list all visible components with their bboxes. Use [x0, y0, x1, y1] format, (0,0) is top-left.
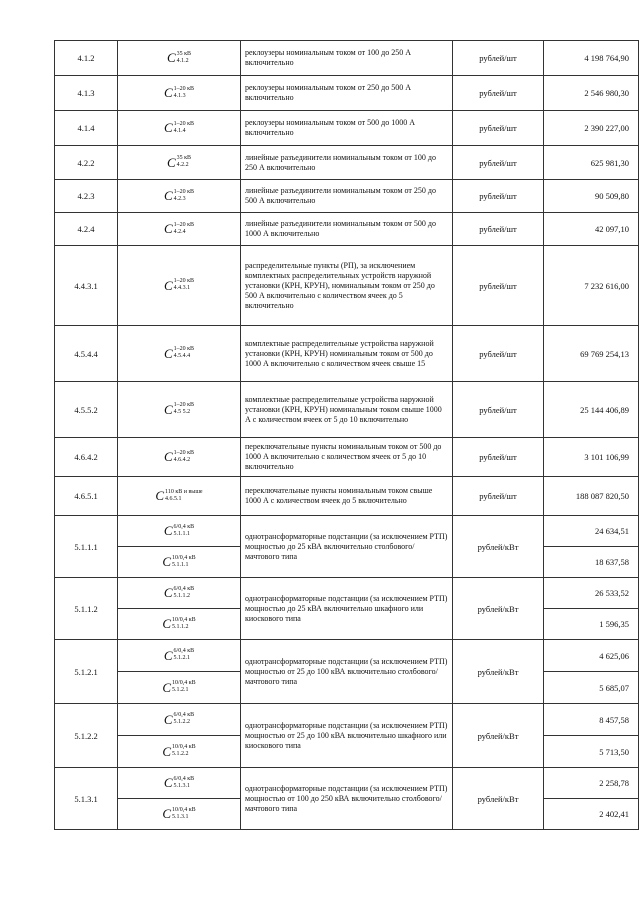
rate-symbol-letter: C — [163, 277, 173, 293]
rate-symbol-scripts — [174, 402, 194, 416]
rate-symbol-scripts — [172, 617, 196, 631]
table-row — [55, 180, 639, 213]
rate-symbol — [164, 189, 194, 203]
item-unit: рублей/кВт — [453, 768, 544, 830]
rate-symbol-scripts — [174, 189, 194, 203]
item-unit: рублей/шт — [453, 146, 544, 180]
rate-symbol-cell — [118, 146, 241, 180]
rate-symbol — [164, 524, 194, 538]
rate-symbol — [164, 776, 194, 790]
rate-symbol-cell — [118, 704, 241, 736]
item-value: 5 685,07 — [544, 672, 639, 704]
rate-symbol-index: 4.4.3.1 — [173, 285, 191, 291]
item-code: 4.2.2 — [55, 146, 118, 180]
item-value: 4 198 764,90 — [544, 41, 639, 76]
rate-symbol-letter: C — [163, 188, 173, 203]
item-description: комплектные распределительные устройства наружной установки (КРН, КРУН) номинальным током от 500 до 1000 А включительно с количеством ячеек свыше 15 — [241, 326, 453, 382]
item-code: 5.1.1.2 — [55, 578, 118, 640]
item-value: 25 144 406,89 — [544, 382, 639, 438]
item-value: 24 634,51 — [544, 516, 639, 547]
rate-symbol-scripts — [174, 278, 194, 292]
table-row — [55, 41, 639, 76]
item-value: 18 637,58 — [544, 547, 639, 578]
item-value: 2 390 227,00 — [544, 111, 639, 146]
rate-symbol-letter: C — [163, 120, 173, 135]
rate-symbol-index: 5.1.1.2 — [172, 623, 189, 630]
rate-symbol-voltage: 1–20 кВ — [173, 278, 195, 284]
item-value: 2 402,41 — [544, 799, 639, 830]
rate-symbol — [164, 712, 194, 726]
item-unit: рублей/шт — [453, 213, 544, 246]
rate-symbol-cell — [118, 382, 241, 438]
rate-symbol-letter: C — [162, 616, 172, 631]
rate-symbol-scripts — [174, 524, 195, 538]
rate-symbol-scripts — [174, 86, 194, 100]
rate-symbol — [162, 617, 195, 631]
rate-symbol-letter: C — [163, 647, 173, 663]
item-value: 7 232 616,00 — [544, 246, 639, 326]
item-description: реклоузеры номинальным током от 500 до 1000 А включительно — [241, 111, 453, 146]
item-value: 69 769 254,13 — [544, 326, 639, 382]
table-row — [55, 246, 639, 326]
rate-symbol-voltage: 10/0,4 кВ — [172, 680, 196, 686]
rate-symbol-index: 5.1.1.1 — [173, 530, 191, 537]
item-value: 188 087 820,50 — [544, 477, 639, 516]
item-description: переключательные пункты номинальным током свыше 1000 А с количеством ячеек до 5 включительно — [241, 477, 453, 516]
rate-symbol-index: 4.5 5.2 — [173, 409, 191, 415]
rate-symbol-index: 4.1.4 — [173, 127, 186, 134]
rate-symbol-scripts — [174, 450, 194, 464]
table-row — [55, 382, 639, 438]
item-description: линейные разъединители номинальным током от 250 до 500 А включительно — [241, 180, 453, 213]
rate-symbol-cell — [118, 736, 241, 768]
rate-symbol — [167, 155, 191, 169]
rate-symbol-voltage: 1–20 кВ — [173, 85, 195, 92]
item-unit: рублей/кВт — [453, 640, 544, 704]
rate-symbol — [164, 402, 194, 416]
item-description: реклоузеры номинальным током от 100 до 250 А включительно — [241, 41, 453, 76]
item-value: 4 625,06 — [544, 640, 639, 672]
item-code: 4.2.4 — [55, 213, 118, 246]
rate-symbol-letter: C — [163, 449, 173, 464]
rate-symbol-scripts — [174, 586, 195, 600]
rate-symbol-cell — [118, 76, 241, 111]
item-unit: рублей/шт — [453, 477, 544, 516]
item-code: 4.4.3.1 — [55, 246, 118, 326]
rates-table-body — [55, 41, 639, 830]
rate-symbol-letter: C — [163, 401, 173, 417]
item-code: 5.1.2.2 — [55, 704, 118, 768]
rate-symbol-cell — [118, 547, 241, 578]
item-unit: рублей/шт — [453, 438, 544, 477]
rate-symbol — [162, 807, 195, 821]
table-row — [55, 516, 639, 547]
item-description: однотрансформаторные подстанции (за исключением РТП) мощностью от 25 до 100 кВА включительно столбового/мачтового типа — [241, 640, 453, 704]
table-row — [55, 111, 639, 146]
rate-symbol-voltage: 1–20 кВ — [173, 346, 195, 352]
item-value: 2 546 980,30 — [544, 76, 639, 111]
rate-symbol-letter: C — [162, 806, 172, 821]
rate-symbol-index: 4.2.3 — [173, 195, 186, 202]
table-row — [55, 477, 639, 516]
rate-symbol-voltage: 6/0,4 кВ — [173, 648, 195, 654]
rate-symbol-voltage: 6/0,4 кВ — [173, 712, 195, 718]
item-code: 4.5.5.2 — [55, 382, 118, 438]
rate-symbol-voltage: 1–20 кВ — [173, 120, 195, 127]
rate-symbol-scripts — [177, 155, 191, 169]
table-row — [55, 640, 639, 672]
item-code: 5.1.1.1 — [55, 516, 118, 578]
item-code: 4.1.3 — [55, 76, 118, 111]
item-description: распределительные пункты (РП), за исключением комплектных распределительных устройств наружной установки (КРН, КРУН), номинальным током от 250 до 500 А включительно с количеством ячеек до 5 включительно — [241, 246, 453, 326]
rate-symbol-letter: C — [155, 488, 165, 503]
rate-symbol-voltage: 1–20 кВ — [173, 188, 195, 195]
rate-symbol-index: 5.1.2.1 — [172, 687, 189, 693]
item-description: комплектные распределительные устройства наружной установки (КРН, КРУН) номинальным током свыше 1000 А с количеством ячеек от 5 до 10 включительно — [241, 382, 453, 438]
rate-symbol — [164, 586, 194, 600]
item-unit: рублей/шт — [453, 180, 544, 213]
rate-symbol-voltage: 6/0,4 кВ — [173, 585, 195, 592]
rate-symbol-voltage: 10/0,4 кВ — [172, 616, 196, 623]
item-description: переключательные пункты номинальным током от 500 до 1000 А включительно с количеством ячеек от 5 до 10 включительно — [241, 438, 453, 477]
item-code: 4.6.4.2 — [55, 438, 118, 477]
rate-symbol-cell — [118, 111, 241, 146]
item-value: 5 713,50 — [544, 736, 639, 768]
rate-symbol-voltage: 110 кВ и выше — [165, 488, 203, 495]
item-unit: рублей/шт — [453, 382, 544, 438]
rate-symbol-voltage: 1–20 кВ — [173, 449, 195, 456]
item-unit: рублей/шт — [453, 326, 544, 382]
rate-symbol-letter: C — [162, 554, 172, 569]
rate-symbol-scripts — [174, 222, 194, 236]
rate-symbol-voltage: 10/0,4 кВ — [172, 806, 196, 813]
item-code: 4.2.3 — [55, 180, 118, 213]
rate-symbol-letter: C — [163, 711, 173, 727]
table-row — [55, 146, 639, 180]
rate-symbol-cell — [118, 326, 241, 382]
rate-symbol-scripts — [174, 776, 195, 790]
item-description: линейные разъединители номинальным током от 500 до 1000 А включительно — [241, 213, 453, 246]
rate-symbol-cell — [118, 180, 241, 213]
table-row — [55, 213, 639, 246]
rate-symbol-index: 4.6.5.1 — [165, 495, 182, 502]
rate-symbol-index: 4.5.4.4 — [173, 353, 191, 359]
rate-symbol-cell — [118, 213, 241, 246]
rate-symbol-voltage: 1–20 кВ — [173, 402, 195, 408]
item-code: 4.1.4 — [55, 111, 118, 146]
rate-symbol-scripts — [174, 121, 194, 135]
rate-symbol-letter: C — [163, 775, 173, 790]
rate-symbol-index: 5.1.2.2 — [173, 719, 191, 725]
rate-symbol — [162, 680, 195, 694]
rate-symbol — [164, 121, 194, 135]
item-description: однотрансформаторные подстанции (за исключением РТП) мощностью от 25 до 100 кВА включительно шкафного или киоскового типа — [241, 704, 453, 768]
rate-symbol-cell — [118, 41, 241, 76]
item-value: 90 509,80 — [544, 180, 639, 213]
rate-symbol-voltage: 35 кВ — [176, 50, 192, 57]
rate-symbol-index: 5.1.1.2 — [173, 592, 191, 599]
item-unit: рублей/кВт — [453, 704, 544, 768]
item-value: 8 457,58 — [544, 704, 639, 736]
item-unit: рублей/кВт — [453, 578, 544, 640]
rate-symbol — [167, 51, 191, 65]
item-value: 625 981,30 — [544, 146, 639, 180]
rate-symbol-letter: C — [166, 50, 176, 65]
item-unit: рублей/шт — [453, 111, 544, 146]
rate-symbol-scripts — [174, 712, 195, 726]
rate-symbol-scripts — [172, 744, 196, 758]
rate-symbol-scripts — [174, 648, 195, 662]
rate-symbol — [155, 489, 202, 503]
item-description: однотрансформаторные подстанции (за исключением РТП) мощностью от 100 до 250 кВА включительно столбового/мачтового типа — [241, 768, 453, 830]
rate-symbol-index: 4.1.2 — [176, 57, 189, 64]
rate-symbol-cell — [118, 609, 241, 640]
table-row — [55, 768, 639, 799]
rate-symbol-cell — [118, 578, 241, 609]
rate-symbol — [164, 450, 194, 464]
rate-symbol-cell — [118, 799, 241, 830]
rate-symbol-voltage: 6/0,4 кВ — [173, 775, 195, 782]
rate-symbol — [162, 555, 195, 569]
item-unit: рублей/шт — [453, 41, 544, 76]
rate-symbol-cell — [118, 768, 241, 799]
item-unit: рублей/кВт — [453, 516, 544, 578]
rate-symbol-letter: C — [163, 345, 173, 361]
rate-symbol-letter: C — [163, 221, 173, 236]
item-unit: рублей/шт — [453, 76, 544, 111]
item-value: 42 097,10 — [544, 213, 639, 246]
rate-symbol-letter: C — [166, 154, 176, 170]
rate-symbol-letter: C — [163, 523, 173, 538]
item-description: линейные разъединители номинальным током от 100 до 250 А включительно — [241, 146, 453, 180]
table-row — [55, 438, 639, 477]
rate-symbol-scripts — [172, 807, 196, 821]
rate-symbol-cell — [118, 516, 241, 547]
item-unit: рублей/шт — [453, 246, 544, 326]
rate-symbol — [164, 278, 194, 292]
item-code: 4.1.2 — [55, 41, 118, 76]
table-row — [55, 704, 639, 736]
rate-symbol-index: 4.1.3 — [173, 92, 186, 99]
rate-symbol — [164, 648, 194, 662]
rate-symbol-index: 5.1.2.2 — [172, 751, 189, 757]
rate-symbol-index: 5.1.1.1 — [172, 561, 189, 568]
rate-symbol-letter: C — [162, 679, 172, 695]
rate-symbol-index: 5.1.3.1 — [172, 813, 189, 820]
rate-symbol — [164, 222, 194, 236]
rate-symbol — [164, 86, 194, 100]
rate-symbol-voltage: 10/0,4 кВ — [172, 744, 196, 750]
rate-symbol-scripts — [177, 51, 191, 65]
rate-symbol-scripts — [174, 346, 194, 360]
table-row — [55, 326, 639, 382]
item-value: 26 533,52 — [544, 578, 639, 609]
rate-symbol-letter: C — [162, 743, 172, 759]
rate-symbol-cell — [118, 640, 241, 672]
rate-symbol-cell — [118, 438, 241, 477]
item-value: 3 101 106,99 — [544, 438, 639, 477]
item-description: реклоузеры номинальным током от 250 до 500 А включительно — [241, 76, 453, 111]
item-description: однотрансформаторные подстанции (за исключением РТП) мощностью до 25 кВА включительно шкафного или киоскового типа — [241, 578, 453, 640]
rate-symbol-index: 4.6.4.2 — [173, 456, 191, 463]
item-code: 4.6.5.1 — [55, 477, 118, 516]
rate-symbol-index: 5.1.3.1 — [173, 782, 191, 789]
item-value: 2 258,78 — [544, 768, 639, 799]
item-code: 5.1.3.1 — [55, 768, 118, 830]
item-description: однотрансформаторные подстанции (за исключением РТП) мощностью до 25 кВА включительно столбового/мачтового типа — [241, 516, 453, 578]
rate-symbol-cell — [118, 477, 241, 516]
rate-symbol-scripts — [172, 680, 196, 694]
rate-symbol-voltage: 10/0,4 кВ — [172, 554, 196, 561]
table-row — [55, 76, 639, 111]
rate-symbol — [162, 744, 195, 758]
rate-symbol-voltage: 35 кВ — [176, 155, 192, 161]
rate-symbol-index: 5.1.2.1 — [173, 655, 191, 661]
rate-symbol — [164, 346, 194, 360]
rate-symbol-index: 4.2.2 — [176, 162, 189, 168]
rate-symbol-cell — [118, 672, 241, 704]
table-row — [55, 578, 639, 609]
item-code: 4.5.4.4 — [55, 326, 118, 382]
rate-symbol-scripts — [165, 489, 203, 503]
rate-symbol-voltage: 1–20 кВ — [173, 221, 195, 228]
rate-symbol-index: 4.2.4 — [173, 228, 186, 235]
rate-symbol-letter: C — [163, 585, 173, 600]
rate-symbol-cell — [118, 246, 241, 326]
rates-table — [54, 40, 639, 830]
rate-symbol-letter: C — [163, 85, 173, 100]
item-code: 5.1.2.1 — [55, 640, 118, 704]
item-value: 1 596,35 — [544, 609, 639, 640]
rate-symbol-voltage: 6/0,4 кВ — [173, 523, 195, 530]
rate-symbol-scripts — [172, 555, 196, 569]
